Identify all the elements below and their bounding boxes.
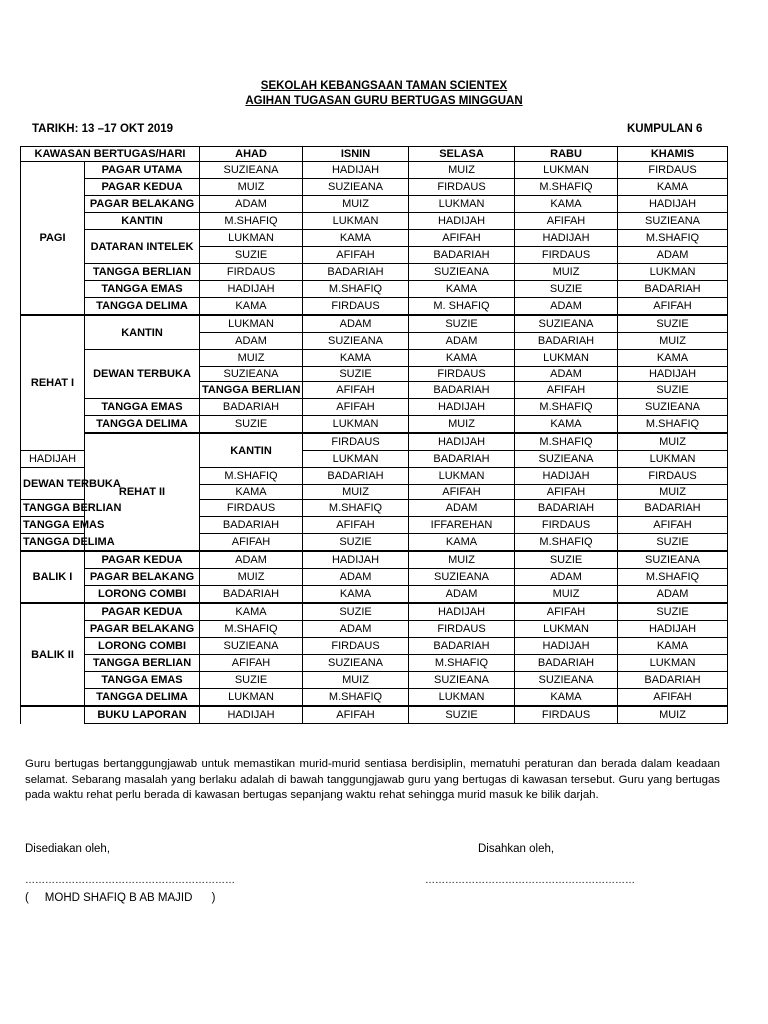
duty-cell: BADARIAH [409, 638, 515, 655]
area-label: KANTIN [85, 315, 200, 350]
duty-cell: FIRDAUS [303, 433, 409, 451]
duty-cell: M.SHAFIQ [303, 281, 409, 298]
duty-cell: HADIJAH [515, 638, 618, 655]
duty-cell: AFIFAH [618, 517, 728, 534]
duty-cell: SUZIEANA [200, 367, 303, 382]
area-label: DEWAN TERBUKA [21, 468, 85, 500]
duty-cell: ADAM [200, 196, 303, 213]
duty-cell: LUKMAN [618, 451, 728, 468]
duty-cell: KAMA [409, 350, 515, 367]
area-label: TANGGA BERLIAN [21, 500, 85, 517]
duty-cell: BADARIAH [409, 247, 515, 264]
duty-cell: FIRDAUS [303, 298, 409, 316]
duty-cell: LUKMAN [303, 416, 409, 434]
signature-line-approved: ……………………………………………………… [425, 875, 635, 886]
duty-cell: KAMA [515, 689, 618, 707]
duty-cell: LUKMAN [618, 655, 728, 672]
duty-cell: MUIZ [409, 416, 515, 434]
duty-cell: LUKMAN [515, 162, 618, 179]
duty-cell: SUZIE [618, 315, 728, 333]
duty-cell: SUZIEANA [303, 655, 409, 672]
area-label: DATARAN INTELEK [85, 230, 200, 264]
duty-cell: KAMA [409, 534, 515, 552]
column-header: ISNIN [303, 147, 409, 162]
duty-cell: SUZIEANA [618, 399, 728, 416]
table-row [21, 399, 728, 416]
column-header: RABU [515, 147, 618, 162]
duty-cell: ADAM [303, 569, 409, 586]
group-label: KUMPULAN 6 [627, 123, 703, 135]
duty-cell: M.SHAFIQ [618, 569, 728, 586]
duty-cell: SUZIE [618, 534, 728, 552]
area-label: TANGGA DELIMA [85, 298, 200, 316]
column-header: AHAD [200, 147, 303, 162]
duty-cell: BADARIAH [618, 672, 728, 689]
area-label: TANGGA BERLIAN [200, 382, 303, 399]
duty-cell: SUZIE [200, 416, 303, 434]
column-header: KAWASAN BERTUGAS/HARI [21, 147, 200, 162]
duty-cell: ADAM [409, 500, 515, 517]
duty-cell: HADIJAH [21, 451, 85, 468]
table-row [21, 551, 728, 569]
area-label: PAGAR UTAMA [85, 162, 200, 179]
section-label-balik-1: BALIK I [21, 551, 85, 603]
duty-cell: BADARIAH [200, 586, 303, 604]
duty-cell: AFIFAH [515, 485, 618, 500]
duty-cell: ADAM [618, 247, 728, 264]
duty-cell: HADIJAH [303, 551, 409, 569]
duty-cell: SUZIEANA [409, 672, 515, 689]
table-row [21, 213, 728, 230]
table-row [21, 230, 728, 247]
duty-cell: BADARIAH [515, 333, 618, 350]
area-label: DEWAN TERBUKA [85, 350, 200, 399]
table-row [21, 621, 728, 638]
area-label: PAGAR KEDUA [85, 179, 200, 196]
column-header: KHAMIS [618, 147, 728, 162]
duty-cell: SUZIEANA [303, 333, 409, 350]
duty-cell: BADARIAH [200, 399, 303, 416]
duty-cell: FIRDAUS [200, 264, 303, 281]
area-label: PAGAR KEDUA [85, 603, 200, 621]
duty-cell: MUIZ [303, 196, 409, 213]
duty-cell: FIRDAUS [618, 162, 728, 179]
duty-cell: AFIFAH [303, 382, 409, 399]
area-label: PAGAR BELAKANG [85, 621, 200, 638]
column-header: SELASA [409, 147, 515, 162]
duty-cell: SUZIE [409, 315, 515, 333]
duty-cell: M.SHAFIQ [515, 179, 618, 196]
duty-cell: ADAM [409, 586, 515, 604]
duty-cell: LUKMAN [515, 621, 618, 638]
table-row [21, 433, 728, 451]
duty-cell: M.SHAFIQ [200, 468, 303, 485]
table-row [21, 569, 728, 586]
area-label: PAGAR BELAKANG [85, 569, 200, 586]
duty-cell: ADAM [303, 621, 409, 638]
duty-cell: KAMA [515, 416, 618, 434]
duty-cell: M.SHAFIQ [303, 500, 409, 517]
duty-cell: AFIFAH [200, 655, 303, 672]
duty-cell: HADIJAH [515, 468, 618, 485]
school-title: SEKOLAH KEBANGSAAN TAMAN SCIENTEX [260, 80, 508, 92]
duty-cell: AFIFAH [409, 230, 515, 247]
duty-cell: HADIJAH [200, 706, 303, 724]
area-label: LORONG COMBI [85, 586, 200, 604]
duty-cell: HADIJAH [409, 603, 515, 621]
duty-cell: HADIJAH [618, 367, 728, 382]
duty-cell: SUZIE [200, 247, 303, 264]
duty-cell: AFIFAH [515, 213, 618, 230]
duty-cell: AFIFAH [409, 485, 515, 500]
date-label: TARIKH: 13 –17 OKT 2019 [32, 123, 174, 135]
duty-cell: HADIJAH [303, 162, 409, 179]
duty-cell: M.SHAFIQ [200, 621, 303, 638]
duty-cell: BADARIAH [200, 517, 303, 534]
duty-cell: FIRDAUS [409, 621, 515, 638]
table-row [21, 298, 728, 316]
duty-cell: KAMA [618, 350, 728, 367]
duty-cell: SUZIEANA [303, 179, 409, 196]
duty-cell: ADAM [409, 333, 515, 350]
table-row [21, 179, 728, 196]
duty-cell: SUZIE [409, 706, 515, 724]
duty-cell: M. SHAFIQ [409, 298, 515, 316]
duty-cell: HADIJAH [409, 433, 515, 451]
duty-cell: HADIJAH [515, 230, 618, 247]
duty-cell: LUKMAN [303, 213, 409, 230]
duty-cell: LUKMAN [515, 350, 618, 367]
duty-cell: LUKMAN [200, 315, 303, 333]
area-label: TANGGA BERLIAN [85, 264, 200, 281]
duty-cell: KAMA [618, 179, 728, 196]
table-header-row [21, 147, 728, 162]
duty-cell: BADARIAH [618, 500, 728, 517]
duty-cell: MUIZ [618, 433, 728, 451]
section-label-rehat-2: REHAT II [85, 433, 200, 551]
duty-cell: AFIFAH [618, 298, 728, 316]
duty-cell: SUZIE [303, 367, 409, 382]
area-label: TANGGA BERLIAN [85, 655, 200, 672]
preparer-name: ( MOHD SHAFIQ B AB MAJID ) [25, 892, 216, 904]
area-label: TANGGA EMAS [85, 399, 200, 416]
duty-cell: SUZIEANA [515, 315, 618, 333]
duty-cell: ADAM [515, 367, 618, 382]
area-label: KANTIN [85, 213, 200, 230]
table-row [21, 672, 728, 689]
duty-cell: IFFAREHAN [409, 517, 515, 534]
table-row [21, 416, 728, 434]
duty-cell: LUKMAN [200, 230, 303, 247]
table-row [21, 196, 728, 213]
duty-cell: FIRDAUS [200, 500, 303, 517]
duty-cell: FIRDAUS [515, 517, 618, 534]
duty-cell: BADARIAH [303, 468, 409, 485]
duty-cell: MUIZ [515, 264, 618, 281]
duty-cell: SUZIE [515, 551, 618, 569]
duty-cell: SUZIEANA [409, 264, 515, 281]
area-label: TANGGA EMAS [85, 281, 200, 298]
duty-cell: ADAM [618, 586, 728, 604]
table-row [21, 706, 728, 724]
duty-cell: HADIJAH [200, 281, 303, 298]
duty-cell: HADIJAH [618, 196, 728, 213]
table-row [21, 638, 728, 655]
duty-cell: AFIFAH [618, 689, 728, 707]
duty-cell: SUZIEANA [409, 569, 515, 586]
duty-cell: MUIZ [618, 706, 728, 724]
document-subtitle: AGIHAN TUGASAN GURU BERTUGAS MINGGUAN [245, 95, 523, 107]
duty-cell: KAMA [303, 350, 409, 367]
duty-cell: SUZIE [303, 603, 409, 621]
duty-cell: BADARIAH [515, 655, 618, 672]
duty-cell: SUZIEANA [200, 162, 303, 179]
duty-cell: M.SHAFIQ [618, 416, 728, 434]
duty-cell: ADAM [515, 298, 618, 316]
duty-cell: FIRDAUS [515, 706, 618, 724]
duty-cell: AFIFAH [515, 603, 618, 621]
duty-cell: MUIZ [515, 586, 618, 604]
duty-cell: ADAM [200, 333, 303, 350]
area-label: TANGGA EMAS [21, 517, 85, 534]
area-label: PAGAR BELAKANG [85, 196, 200, 213]
duty-cell: FIRDAUS [409, 367, 515, 382]
duty-cell: AFIFAH [200, 534, 303, 552]
duty-cell: SUZIE [618, 603, 728, 621]
duty-cell: AFIFAH [515, 382, 618, 399]
table-row [21, 281, 728, 298]
duty-cell: HADIJAH [409, 213, 515, 230]
duty-cell: M.SHAFIQ [515, 433, 618, 451]
duty-cell: HADIJAH [618, 621, 728, 638]
duty-cell: M.SHAFIQ [200, 213, 303, 230]
duty-cell: ADAM [303, 315, 409, 333]
section-label-balik-2: BALIK II [21, 603, 85, 706]
duty-cell: LUKMAN [618, 264, 728, 281]
area-label: TANGGA DELIMA [85, 416, 200, 434]
duty-cell: SUZIEANA [618, 213, 728, 230]
area-label: LORONG COMBI [85, 638, 200, 655]
approved-by-label: Disahkan oleh, [478, 843, 555, 855]
area-label: KANTIN [200, 433, 303, 468]
duty-cell: MUIZ [409, 551, 515, 569]
duty-cell: M.SHAFIQ [515, 534, 618, 552]
table-row [21, 350, 728, 367]
duty-cell: FIRDAUS [303, 638, 409, 655]
duty-cell: BADARIAH [303, 264, 409, 281]
duty-cell: ADAM [200, 551, 303, 569]
duty-cell: FIRDAUS [409, 179, 515, 196]
duty-cell: M.SHAFIQ [303, 689, 409, 707]
duty-cell: SUZIE [618, 382, 728, 399]
section-label-rehat-1: REHAT I [21, 315, 85, 451]
duty-cell: KAMA [200, 603, 303, 621]
table-row [21, 603, 728, 621]
area-label: TANGGA EMAS [85, 672, 200, 689]
duty-cell: SUZIE [515, 281, 618, 298]
duty-cell: AFIFAH [303, 517, 409, 534]
duty-cell: AFIFAH [303, 706, 409, 724]
duty-cell: FIRDAUS [515, 247, 618, 264]
area-label: PAGAR KEDUA [85, 551, 200, 569]
duty-cell: M.SHAFIQ [515, 399, 618, 416]
duty-cell: LUKMAN [409, 689, 515, 707]
duty-cell: SUZIE [303, 534, 409, 552]
table-row [21, 586, 728, 604]
duty-cell: MUIZ [200, 350, 303, 367]
duty-cell: MUIZ [303, 485, 409, 500]
table-row [21, 264, 728, 281]
duty-cell: LUKMAN [409, 468, 515, 485]
table-row [21, 315, 728, 333]
empty-cell [21, 706, 85, 724]
duty-cell: AFIFAH [303, 399, 409, 416]
instructions-paragraph: Guru bertugas bertanggungjawab untuk memastikan murid-murid sentiasa berdisiplin, mematuhi peraturan dan berada dalam keadaan selamat. Sebarang masalah yang berlaku adalah di bawah tanggungjawab guru yang bertugas di kawasan tersebut. Guru yang bertugas pada waktu rehat perlu berada di kawasan bertugas sepanjang waktu rehat sehingga murid masuk ke bilik darjah. [25, 758, 720, 801]
signature-line-prepared: ……………………………………………………… [25, 875, 235, 886]
duty-cell: BADARIAH [515, 500, 618, 517]
duty-cell: M.SHAFIQ [409, 655, 515, 672]
duty-cell: SUZIEANA [618, 551, 728, 569]
duty-cell: BADARIAH [409, 382, 515, 399]
duty-cell: M.SHAFIQ [618, 230, 728, 247]
duty-cell: AFIFAH [303, 247, 409, 264]
duty-cell: SUZIEANA [200, 638, 303, 655]
duty-cell: SUZIEANA [515, 451, 618, 468]
duty-cell: LUKMAN [303, 451, 409, 468]
duty-cell: MUIZ [303, 672, 409, 689]
duty-cell: KAMA [200, 298, 303, 316]
duty-roster-table [20, 146, 728, 724]
duty-cell: HADIJAH [409, 399, 515, 416]
area-label: TANGGA DELIMA [85, 689, 200, 707]
duty-cell: SUZIEANA [515, 672, 618, 689]
duty-cell: KAMA [200, 485, 303, 500]
duty-cell: MUIZ [200, 179, 303, 196]
table-row [21, 655, 728, 672]
section-label-pagi: PAGI [21, 162, 85, 316]
duty-cell: KAMA [409, 281, 515, 298]
duty-cell: MUIZ [200, 569, 303, 586]
duty-cell: KAMA [618, 638, 728, 655]
duty-cell: BADARIAH [409, 451, 515, 468]
duty-cell: BADARIAH [618, 281, 728, 298]
duty-cell: MUIZ [618, 485, 728, 500]
area-label: TANGGA DELIMA [21, 534, 85, 552]
table-row [21, 689, 728, 707]
duty-cell: KAMA [303, 230, 409, 247]
duty-cell: ADAM [515, 569, 618, 586]
duty-cell: MUIZ [409, 162, 515, 179]
prepared-by-label: Disediakan oleh, [25, 843, 111, 855]
table-row [21, 162, 728, 179]
duty-cell: KAMA [303, 586, 409, 604]
duty-cell: KAMA [515, 196, 618, 213]
duty-cell: LUKMAN [409, 196, 515, 213]
duty-cell: FIRDAUS [618, 468, 728, 485]
area-label: BUKU LAPORAN [85, 706, 200, 724]
duty-cell: MUIZ [618, 333, 728, 350]
duty-cell: LUKMAN [200, 689, 303, 707]
duty-cell: SUZIE [200, 672, 303, 689]
